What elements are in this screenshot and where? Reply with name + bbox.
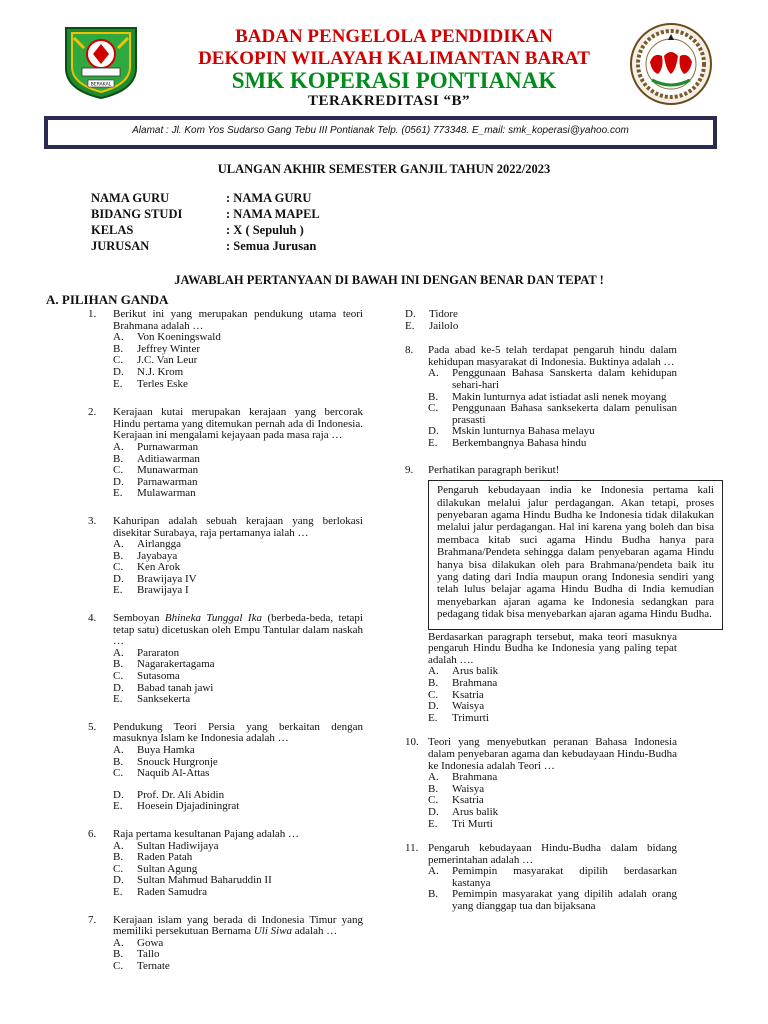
ident-row-subject xyxy=(91,207,320,222)
option-letter: D. xyxy=(428,805,439,818)
question-3 xyxy=(88,516,363,597)
ident-row-teacher xyxy=(91,191,311,206)
option-text: Nagarakertagama xyxy=(137,658,215,671)
option-letter: D. xyxy=(428,700,439,713)
option-letter: A. xyxy=(113,936,124,949)
option-letter: E. xyxy=(113,693,123,706)
svg-text:BERAKAL: BERAKAL xyxy=(90,82,112,88)
question-text xyxy=(113,613,363,648)
option-letter: D. xyxy=(113,874,124,887)
option-text: Makin lunturnya adat istiadat asli nenek moyang xyxy=(452,390,667,403)
question-text: Berdasarkan paragraph tersebut, maka teori masuknya pengaruh Hindu Budha ke Indonesia yang paling tepat adalah …. xyxy=(428,630,677,666)
option-text: Tidore xyxy=(429,308,458,320)
option-text: Snouck Hurgronje xyxy=(137,755,218,768)
question-9-stem xyxy=(405,632,677,725)
question-number: 5. xyxy=(88,720,97,733)
question-4 xyxy=(88,613,363,706)
option-text: J.C. Van Leur xyxy=(137,354,198,367)
option-text: Prof. Dr. Ali Abidin xyxy=(137,788,225,801)
option-a xyxy=(428,866,677,889)
option-text: Sultan Mahmud Baharuddin II xyxy=(137,874,272,887)
header-accreditation: TERAKREDITASI “B” xyxy=(307,93,470,109)
option-text: Aditiawarman xyxy=(137,452,200,465)
question-8 xyxy=(405,345,677,449)
option-letter: C. xyxy=(113,464,124,477)
question-number: 10. xyxy=(405,736,419,749)
option-letter: D. xyxy=(113,475,124,488)
option-text: N.J. Krom xyxy=(137,365,184,378)
option-e xyxy=(113,379,363,391)
question-text: Pada abad ke-5 telah terdapat pengaruh hindu dalam kehidupan masyarakat di Indonesia. Buktinya adalah … xyxy=(428,344,677,368)
question-text-italic: Uli Siwa xyxy=(253,925,293,938)
option-text: Sanksekerta xyxy=(137,693,191,706)
option-letter: A. xyxy=(428,665,439,678)
question-text: Kerajaan kutai merupakan kerajaan yang bercorak Hindu pertama yang ditemukan pernah ada di Indonesia. Kerajaan ini mengalami kejayaan pada masa raja … xyxy=(113,406,363,442)
option-letter: E. xyxy=(113,487,123,500)
option-e xyxy=(113,887,363,899)
question-number: 2. xyxy=(88,406,97,419)
option-text: Sultan Hadiwijaya xyxy=(137,839,219,852)
option-text: Penggunaan Bahasa Sanskerta dalam kehidupan sehari-hari xyxy=(452,367,677,391)
option-text: Jayabaya xyxy=(137,549,178,562)
option-a xyxy=(428,368,677,391)
option-text: Tallo xyxy=(137,948,160,961)
header-school-name: SMK KOPERASI PONTIANAK xyxy=(231,68,557,93)
ident-value: : NAMA MAPEL xyxy=(226,207,320,221)
question-text: Pengaruh kebudayaan Hindu-Budha dalam bidang pemerintahan adalah … xyxy=(428,842,677,866)
option-e xyxy=(113,488,363,500)
option-letter: A. xyxy=(113,839,124,852)
option-letter: A. xyxy=(113,440,124,453)
option-e xyxy=(405,321,677,333)
option-letter: D. xyxy=(113,788,124,801)
option-text: Waisya xyxy=(452,700,485,713)
option-text: Brahmana xyxy=(452,676,498,689)
question-text-part: Kerajaan islam yang berada di Indonesia Timur yang memiliki persekutuan Bernama xyxy=(113,913,363,938)
option-letter: D. xyxy=(113,365,124,378)
option-letter: D. xyxy=(113,681,124,694)
header-region-line: DEKOPIN WILAYAH KALIMANTAN BARAT xyxy=(198,48,590,69)
option-e xyxy=(113,801,363,813)
ident-value: : NAMA GURU xyxy=(226,191,312,205)
option-letter: C. xyxy=(113,670,124,683)
ident-label: JURUSAN xyxy=(91,239,150,253)
option-letter: C. xyxy=(113,862,124,875)
ident-label: BIDANG STUDI xyxy=(91,207,183,221)
option-text: Sultan Agung xyxy=(137,862,198,875)
option-letter: A. xyxy=(428,865,439,878)
exam-title: ULANGAN AKHIR SEMESTER GANJIL TAHUN 2022/2023 xyxy=(217,162,551,176)
option-letter: E. xyxy=(113,800,123,813)
option-letter: B. xyxy=(428,888,439,901)
option-text: Purnawarman xyxy=(137,440,199,453)
questions-left-column xyxy=(88,309,363,973)
option-text: Brahmana xyxy=(452,771,498,784)
option-letter: B. xyxy=(113,755,124,768)
ident-label: NAMA GURU xyxy=(91,191,170,205)
option-letter: D. xyxy=(428,425,439,438)
option-text: Hoesein Djajadiningrat xyxy=(137,800,240,813)
option-text: Von Koeningswald xyxy=(137,331,221,344)
option-c xyxy=(113,768,363,780)
question-9 xyxy=(405,465,677,477)
option-letter: B. xyxy=(113,549,124,562)
option-text: Mulawarman xyxy=(137,487,196,500)
ident-value: : X ( Sepuluh ) xyxy=(226,223,304,237)
question-text-part: adalah … xyxy=(292,925,338,938)
question-text: Teori yang menyebutkan peranan Bahasa Indonesia dalam penyebaran agama dan kebudayaan Hindu-Budha ke Indonesia adalah Teori … xyxy=(428,736,677,772)
question-7 xyxy=(88,915,363,973)
option-letter: A. xyxy=(428,367,439,380)
question-number: 7. xyxy=(88,913,97,926)
option-text: Ternate xyxy=(137,959,170,972)
option-letter: A. xyxy=(113,538,124,551)
option-b xyxy=(428,889,677,912)
question-text: Pendukung Teori Persia yang berkaitan dengan masuknya Islam ke Indonesia adalah … xyxy=(113,720,363,745)
option-letter: A. xyxy=(113,646,124,659)
question-number: 6. xyxy=(88,827,97,840)
option-letter: A. xyxy=(428,771,439,784)
option-text: Raden Samudra xyxy=(137,885,207,898)
option-text: Tri Murti xyxy=(452,817,493,830)
option-text: Pemimpin masyarakat dipilih berdasarkan kastanya xyxy=(452,865,677,889)
option-text: Raden Patah xyxy=(137,851,193,864)
option-text: Buya Hamka xyxy=(137,744,195,756)
option-letter: D. xyxy=(405,308,416,320)
option-e xyxy=(113,585,363,597)
questions-right-column xyxy=(405,308,714,913)
option-text: Trimurti xyxy=(452,711,489,724)
option-text: Sutasoma xyxy=(137,670,180,683)
option-letter: E. xyxy=(113,584,123,597)
option-text: Mskin lunturnya Bahasa melayu xyxy=(452,425,595,438)
question-2 xyxy=(88,407,363,500)
question-text: Berikut ini yang merupakan pendukung utama teori Brahmana adalah … xyxy=(113,308,363,332)
option-text: Pararaton xyxy=(137,646,180,659)
ident-value: : Semua Jurusan xyxy=(226,239,317,253)
option-letter: B. xyxy=(113,658,124,671)
question-text-part: (berbeda-beda, tetapi tetap satu) dicetuskan oleh Empu Tantular dalam naskah … xyxy=(113,612,363,648)
option-text: Brawijaya I xyxy=(137,584,189,597)
option-text: Gowa xyxy=(137,936,164,949)
question-text-italic: Bhineka Tunggal Ika xyxy=(164,612,262,625)
option-letter: C. xyxy=(428,794,439,807)
option-letter: C. xyxy=(113,767,124,780)
question-6 xyxy=(88,829,363,899)
question-text-part: Semboyan xyxy=(113,612,165,625)
option-letter: E. xyxy=(113,377,123,390)
question-number: 4. xyxy=(88,612,97,625)
option-letter: E. xyxy=(405,319,415,332)
option-text: Ksatria xyxy=(452,688,484,701)
option-text: Waisya xyxy=(452,782,485,795)
option-letter: B. xyxy=(428,676,439,689)
question-text: Perhatikan paragraph berikut! xyxy=(428,463,560,476)
option-text: Babad tanah jawi xyxy=(137,681,214,694)
question-number: 1. xyxy=(88,308,97,320)
question-1 xyxy=(88,309,363,390)
option-letter: E. xyxy=(428,436,438,449)
question-text xyxy=(113,915,363,938)
question-5 xyxy=(88,722,363,813)
option-letter: B. xyxy=(113,851,124,864)
option-e xyxy=(428,819,677,831)
option-text: Arus balik xyxy=(452,665,499,678)
option-letter: B. xyxy=(428,782,439,795)
ident-label: KELAS xyxy=(91,223,134,237)
option-text: Airlangga xyxy=(137,538,181,551)
header-agency-line: BADAN PENGELOLA PENDIDIKAN xyxy=(235,26,553,47)
address-box xyxy=(44,116,717,149)
ident-row-major xyxy=(91,239,316,254)
address-text: Alamat : Jl. Kom Yos Sudarso Gang Tebu III Pontianak Telp. (0561) 773348. E_mail: smk_koperasi@yahoo.com xyxy=(132,125,629,136)
question-text: Kahuripan adalah sebuah kerajaan yang berlokasi disekitar Surabaya, raja pertamanya ialah … xyxy=(113,514,363,539)
option-e xyxy=(113,694,363,706)
option-letter: E. xyxy=(428,711,438,724)
question-text: Raja pertama kesultanan Pajang adalah … xyxy=(113,827,300,840)
option-text: Jailolo xyxy=(429,319,459,332)
ident-row-class xyxy=(91,223,304,238)
option-e xyxy=(428,438,677,450)
option-text: Parnawarman xyxy=(137,475,198,488)
question-10 xyxy=(405,737,677,830)
option-letter: B. xyxy=(113,452,124,465)
option-text: Ken Arok xyxy=(137,561,181,574)
option-letter: C. xyxy=(428,402,439,415)
option-text: Arus balik xyxy=(452,805,499,818)
paragraph-box: Pengaruh kebudayaan india ke Indonesia pertama kali dilakukan melalui jalur perdagangan. Akan tetapi, proses penyebaran agama Hindu Budha ke Indonesia tidak dilakukan melalui jalur perdagangan. Hal ini karena yang boleh dan bisa membaca kitab suci agama Hindu Budha hanya para Brahmana/Pendeta sehingga dalam penyebaran agama Hindu hanya bisa dilakukan oleh para Brahmana/pendeta baik itu yang dating dari India maupun orang Indonesia sendiri yang telah lulus belajar agama Hindu Budha di India kemudian menyebarkan ajaran agama ke Indonesia sedangkan para pedagang tidak bisa menyebarkan ajaran agama Hindu Budha. xyxy=(428,480,723,629)
question-11 xyxy=(405,843,677,913)
question-number: 3. xyxy=(88,514,97,527)
option-text: Brawijaya IV xyxy=(137,572,197,585)
option-letter: C. xyxy=(428,688,439,701)
option-text: Berkembangnya Bahasa hindu xyxy=(452,436,587,449)
option-text: Penggunaan Bahasa sanksekerta dalam penulisan prasasti xyxy=(452,402,677,426)
option-text: Jeffrey Winter xyxy=(137,342,200,355)
section-title: A. PILIHAN GANDA xyxy=(46,292,169,307)
question-number: 8. xyxy=(405,344,414,357)
option-letter: C. xyxy=(113,561,124,574)
option-e xyxy=(428,713,677,725)
option-letter: E. xyxy=(428,817,438,830)
option-letter: B. xyxy=(113,342,124,355)
option-letter: A. xyxy=(113,744,124,756)
option-letter: B. xyxy=(113,948,124,961)
option-letter: B. xyxy=(428,390,439,403)
option-text: Ksatria xyxy=(452,794,484,807)
option-letter: C. xyxy=(113,354,124,367)
instruction-text: JAWABLAH PERTANYAAN DI BAWAH INI DENGAN BENAR DAN TEPAT ! xyxy=(174,273,604,287)
option-letter: D. xyxy=(113,572,124,585)
option-text: Terles Eske xyxy=(137,377,188,390)
option-letter: A. xyxy=(113,331,124,344)
option-c xyxy=(428,403,677,426)
option-text: Munawarman xyxy=(137,464,199,477)
option-letter: C. xyxy=(113,959,124,972)
question-number: 11. xyxy=(405,842,419,855)
question-number: 9. xyxy=(405,463,414,476)
option-letter: E. xyxy=(113,885,123,898)
option-text: Naquib Al-Attas xyxy=(137,767,210,780)
option-c xyxy=(113,961,363,973)
option-text: Pemimpin masyarakat yang dipilih adalah orang yang dianggap tua dan bijaksana xyxy=(452,888,677,913)
